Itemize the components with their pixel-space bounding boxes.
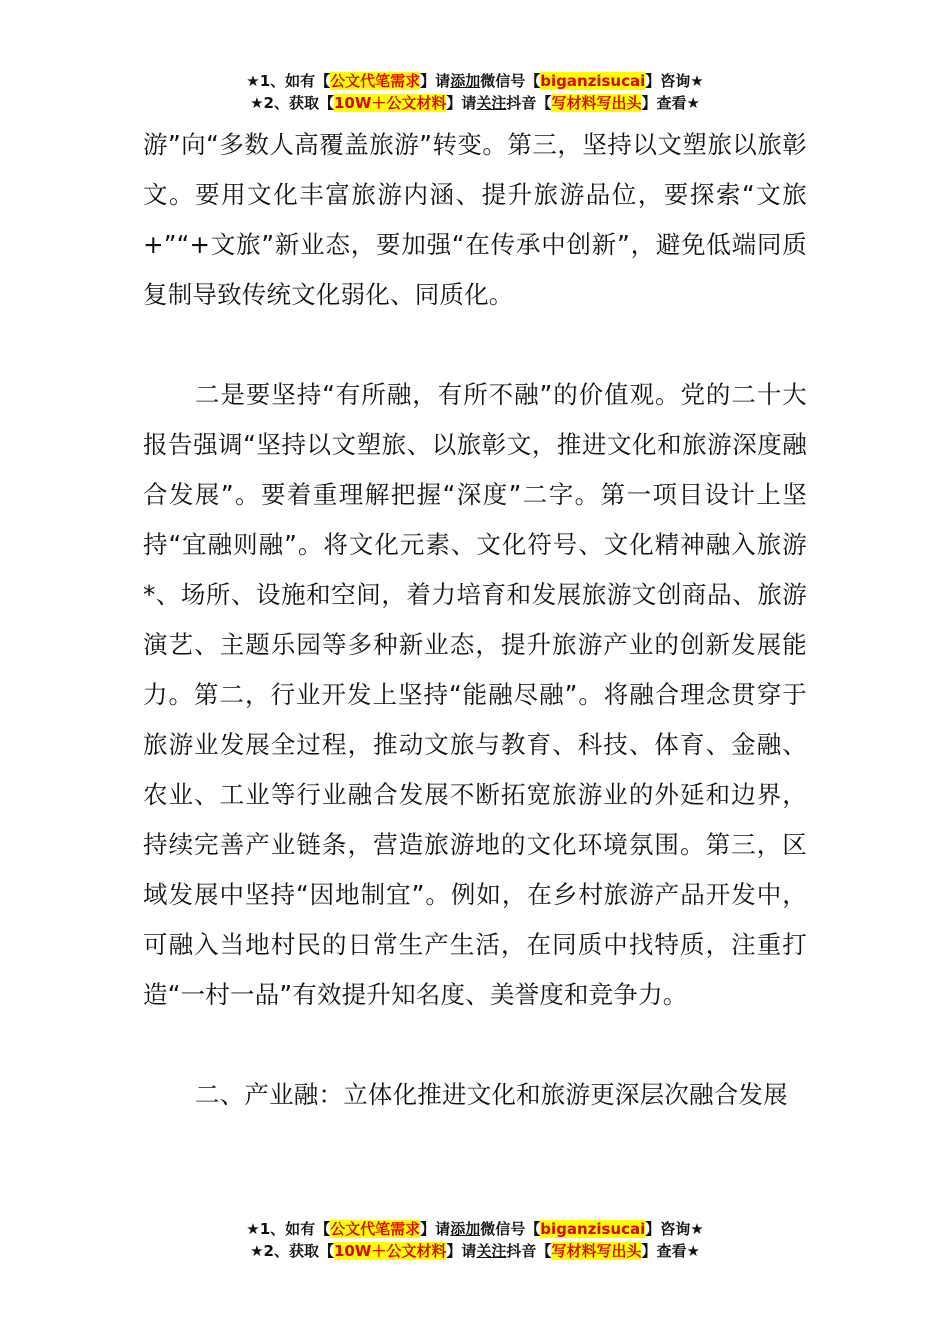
paragraph-1: 游”向“多数人高覆盖旅游”转变。第三，坚持以文塑旅以旅彰文。要用文化丰富旅游内涵、提升旅游品位，要探索“文旅+”“+文旅”新业态，要加强“在传承中创新”，避免低端同质复制导致传统文化弱化、同质化。 (143, 130, 807, 309)
banner-underline: 添加 (450, 72, 481, 90)
banner-text: 】查看★ (641, 1242, 700, 1260)
banner-underline: 添加 (450, 1220, 481, 1238)
header-banner (0, 70, 950, 114)
banner-text: 】咨询★ (645, 72, 704, 90)
banner-highlight: 10W＋公文材料 (333, 94, 447, 112)
banner-text: 】请 (446, 1242, 477, 1260)
document-body (143, 120, 807, 1120)
banner-text: ★2、获取【 (250, 94, 334, 112)
banner-highlight: 写材料写出头 (551, 94, 642, 112)
banner-underline: 关注 (476, 94, 507, 112)
banner-text: 】请 (446, 94, 477, 112)
banner-text: 抖音【 (506, 1242, 552, 1260)
banner-text: 】请 (420, 1220, 451, 1238)
footer-banner (0, 1218, 950, 1262)
banner-highlight: biganzisucai (540, 1220, 646, 1238)
banner-highlight: biganzisucai (540, 72, 646, 90)
banner-text: 】咨询★ (645, 1220, 704, 1238)
banner-line-1 (0, 70, 950, 92)
section-heading: 二、产业融：立体化推进文化和旅游更深层次融合发展 (195, 1080, 788, 1109)
banner-text: ★1、如有【 (246, 72, 331, 90)
banner-text: 】查看★ (641, 94, 700, 112)
paragraph-gap (143, 320, 807, 370)
banner-text: 微信号【 (480, 72, 541, 90)
banner-text: 】请 (420, 72, 451, 90)
banner-text: ★2、获取【 (250, 1242, 334, 1260)
paragraph-2: 二是要坚持“有所融，有所不融”的价值观。党的二十大报告强调“坚持以文塑旅、以旅彰文，推进文化和旅游深度融合发展”。要着重理解把握“深度”二字。第一项目设计上坚持“宜融则融”。将文化元素、文化符号、文化精神融入旅游*、场所、设施和空间，着力培育和发展旅游文创商品、旅游演艺、主题乐园等多种新业态，提升旅游产业的创新发展能力。第二，行业开发上坚持“能融尽融”。将融合理念贯穿于旅游业发展全过程，推动文旅与教育、科技、体育、金融、农业、工业等行业融合发展不断拓宽旅游业的外延和边界，持续完善产业链条，营造旅游地的文化环境氛围。第三，区域发展中坚持“因地制宜”。例如，在乡村旅游产品开发中，可融入当地村民的日常生产生活，在同质中找特质，注重打造“一村一品”有效提升知名度、美誉度和竞争力。 (143, 380, 807, 1009)
banner-line-2 (0, 92, 950, 114)
banner-line-2 (0, 1240, 950, 1262)
paragraph-gap (143, 1020, 807, 1070)
banner-highlight: 写材料写出头 (551, 1242, 642, 1260)
banner-line-1 (0, 1218, 950, 1240)
banner-text: ★1、如有【 (246, 1220, 331, 1238)
banner-text: 抖音【 (506, 94, 552, 112)
banner-highlight: 公文代笔需求 (330, 1220, 421, 1238)
banner-underline: 关注 (476, 1242, 507, 1260)
banner-highlight: 公文代笔需求 (330, 72, 421, 90)
banner-highlight: 10W＋公文材料 (333, 1242, 447, 1260)
banner-text: 微信号【 (480, 1220, 541, 1238)
